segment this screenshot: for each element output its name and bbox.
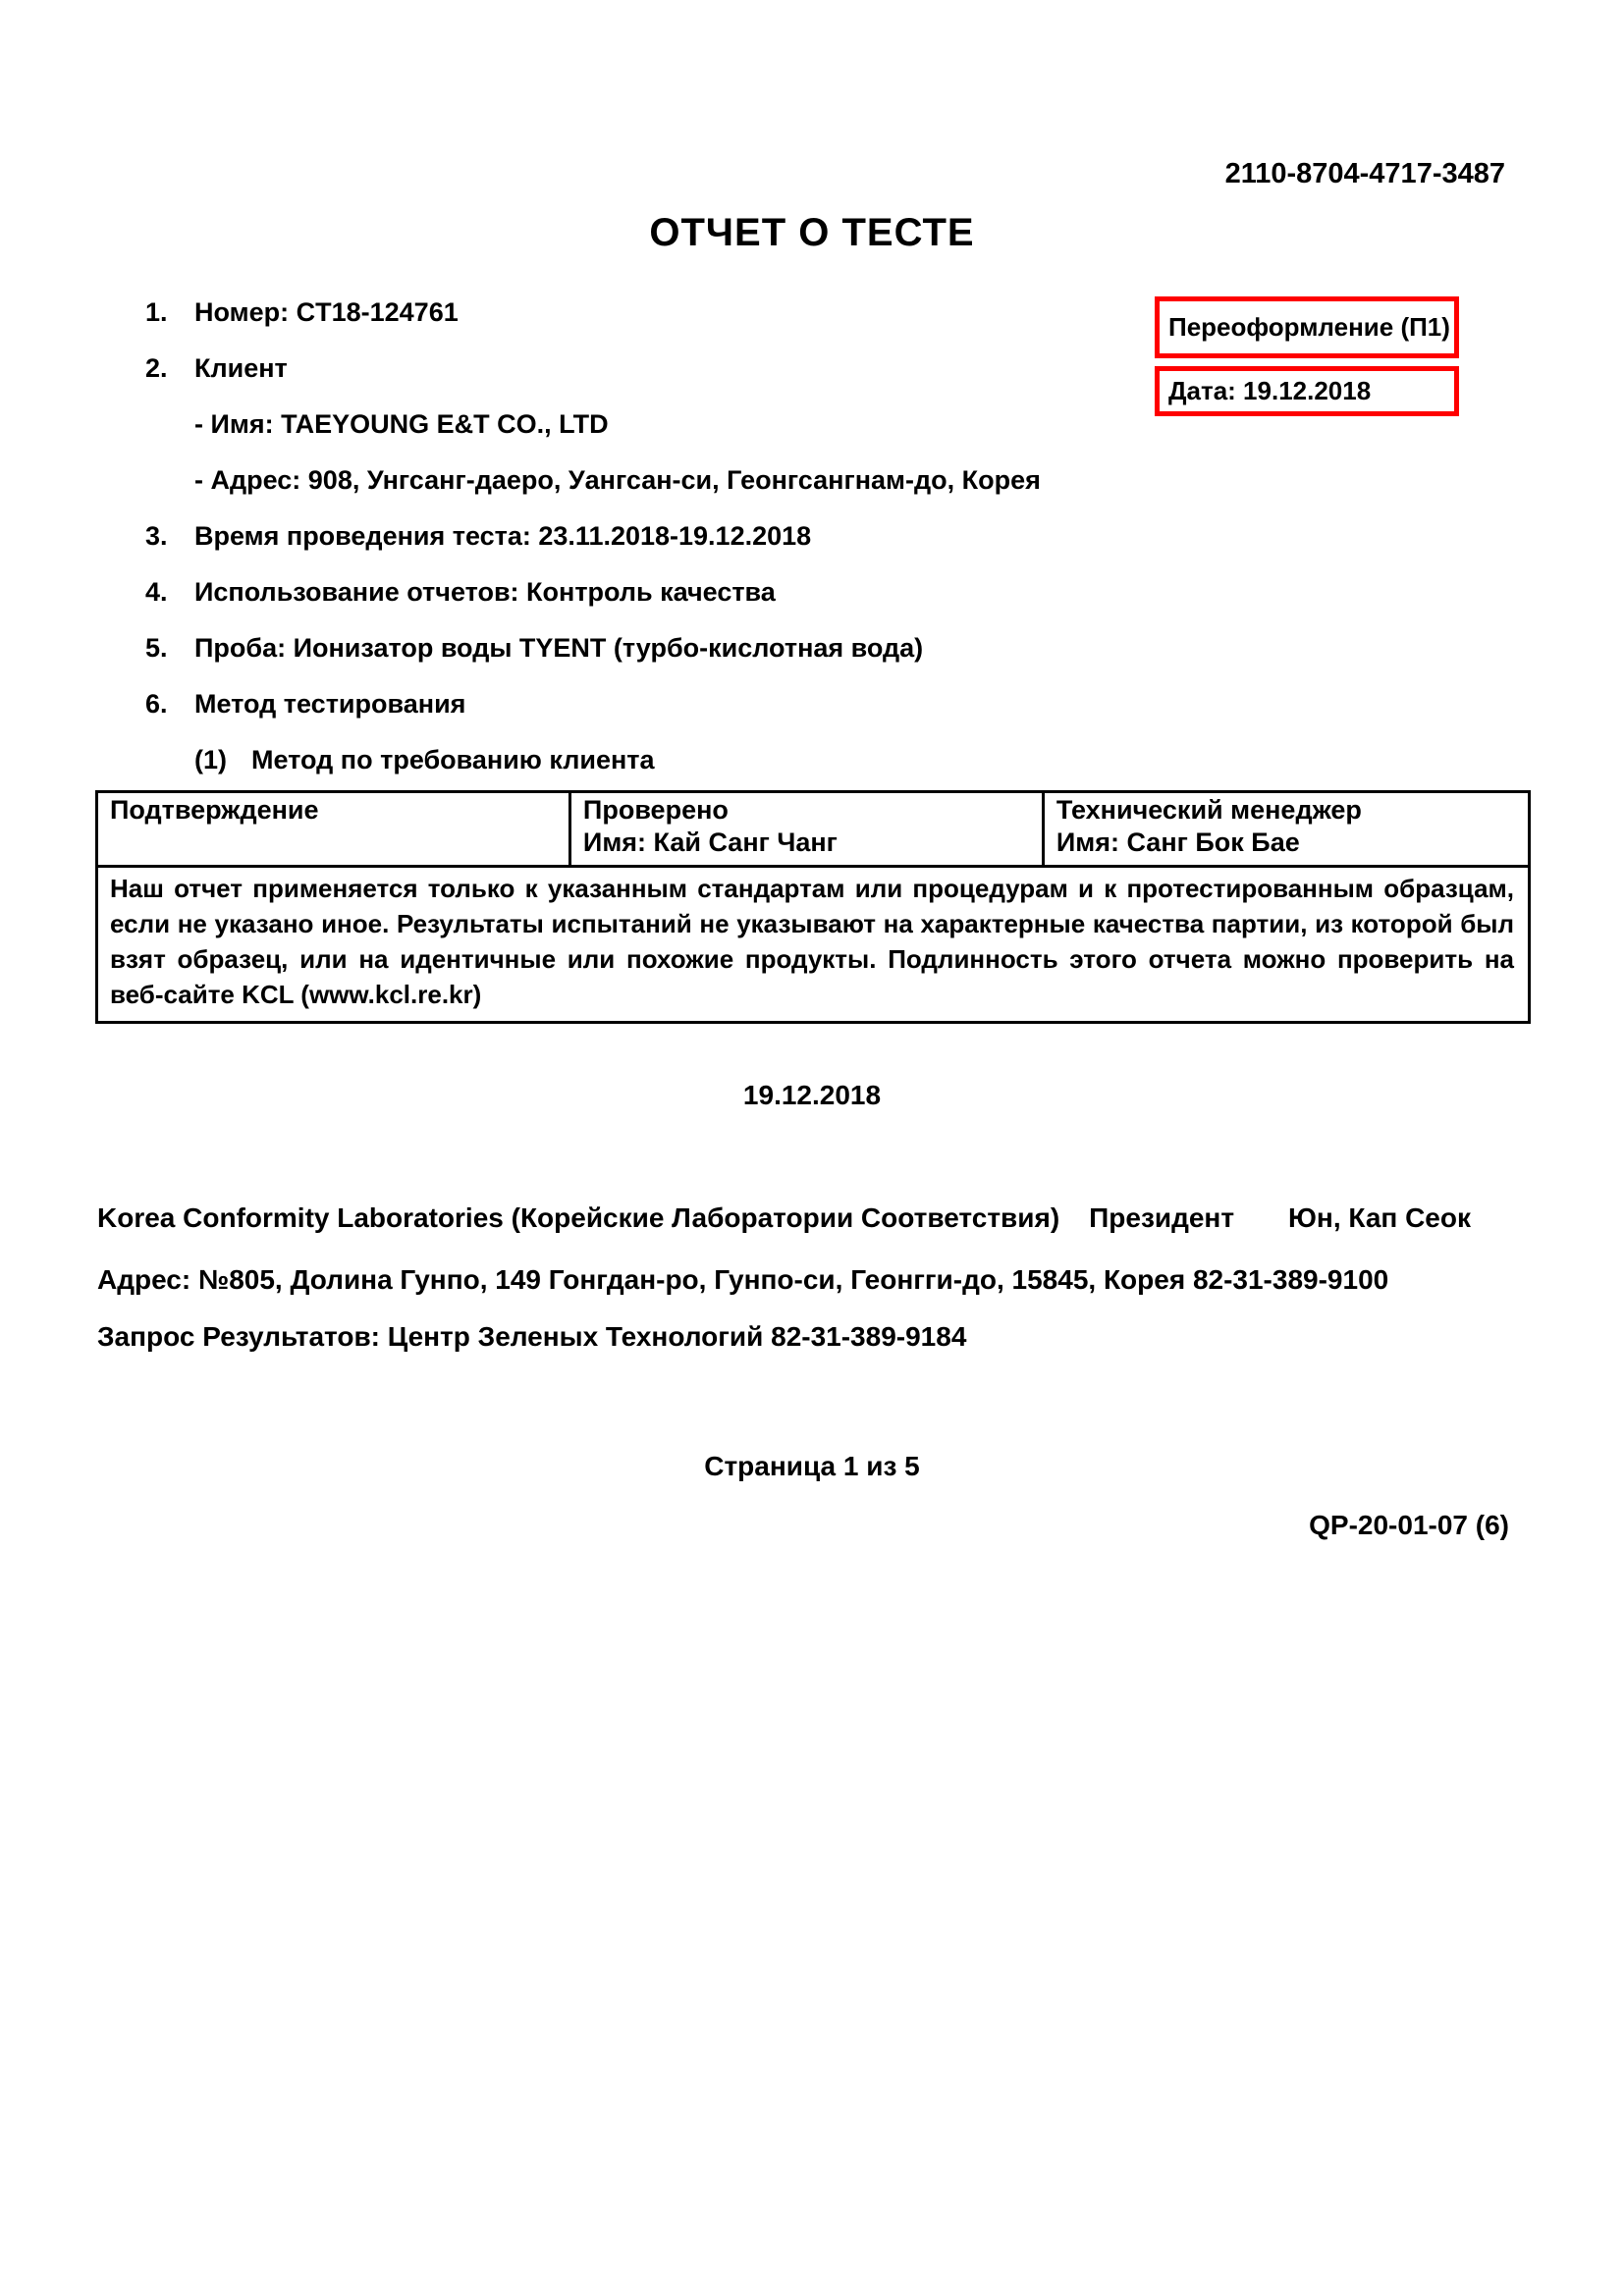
approval-role: Подтверждение [110, 795, 319, 825]
list-item-text: Метод по требованию клиента [251, 745, 655, 774]
president-label: Президент [1089, 1202, 1235, 1233]
list-item [145, 397, 1137, 453]
list-item-text: Использование отчетов: Контроль качества [194, 577, 776, 607]
reissue-label: Переоформление (П1) [1168, 312, 1450, 342]
list-item-text: - Имя: TAEYOUNG E&T CO., LTD [194, 409, 609, 439]
list-item-number: 2. [145, 353, 168, 383]
list-item [145, 453, 1137, 508]
reissue-date: Дата: 19.12.2018 [1168, 376, 1372, 405]
list-item [145, 508, 1137, 564]
reissue-label-cell [1155, 296, 1459, 358]
approval-cell-technical-manager [1045, 793, 1528, 865]
issue-date: 19.12.2018 [742, 1080, 882, 1110]
list-item [145, 732, 1137, 788]
approval-role: Технический менеджер [1056, 795, 1362, 825]
disclaimer-note: Наш отчет применяется только к указанным стандартам или процедурам и к протестированным образцам, если не указано иное. Результаты испытаний не указывают на характерные качества партии, из которой был взят образец, или на идентичные или похожие продукты. Подлинность этого отчета можно проверить на веб-сайте KCL (www.kcl.re.kr) [110, 874, 1514, 1009]
list-item-number [145, 397, 194, 453]
list-item-text: Номер: CT18-124761 [194, 297, 459, 327]
approval-table-header [98, 793, 1528, 868]
list-item-number: 1. [145, 297, 168, 327]
reference-number: 2110-8704-4717-3487 [1224, 158, 1505, 189]
reissue-date-cell [1155, 366, 1459, 416]
results-request-line: Запрос Результатов: Центр Зеленых Технологий 82-31-389-9184 [97, 1321, 967, 1352]
page-number: Страница 1 из 5 [704, 1451, 920, 1481]
list-item-number: (1) [194, 745, 227, 774]
approval-name: Имя: Санг Бок Бае [1056, 828, 1300, 857]
list-item-text: Проба: Ионизатор воды TYENT (турбо-кислотная вода) [194, 633, 924, 663]
document-code: QP-20-01-07 (6) [1309, 1510, 1509, 1540]
report-info-list [145, 285, 1137, 788]
list-item-text: Время проведения теста: 23.11.2018-19.12.2018 [194, 521, 812, 551]
list-item-text: - Адрес: 908, Унгсанг-даеро, Уангсан-си, Геонгсангнам-до, Корея [194, 465, 1041, 495]
approval-table [95, 790, 1531, 1024]
list-item [145, 620, 1137, 676]
list-item [145, 676, 1137, 732]
list-item-text: Метод тестирования [194, 689, 466, 719]
list-item-number: 6. [145, 689, 168, 719]
spacer [1234, 1202, 1288, 1234]
approval-cell-checked [571, 793, 1045, 865]
list-item [145, 285, 1137, 341]
list-item-number: 5. [145, 633, 168, 663]
list-item-number: 4. [145, 577, 168, 607]
laboratory-address: Адрес: №805, Долина Гунпо, 149 Гонгдан-ро, Гунпо-си, Геонгги-до, 15845, Корея 82-31-389-9100 [97, 1264, 1389, 1295]
list-item [145, 341, 1137, 397]
approval-name: Имя: Кай Санг Чанг [582, 828, 838, 857]
list-item-number: 3. [145, 521, 168, 551]
page-title: ОТЧЕТ О ТЕСТЕ [649, 211, 975, 254]
laboratory-line [97, 1202, 1471, 1234]
laboratory-name: Korea Conformity Laboratories (Корейские Лаборатории Соответствия) [97, 1202, 1060, 1233]
reissue-stamp-box [1155, 296, 1459, 416]
president-name: Юн, Кап Сеок [1288, 1202, 1471, 1233]
approval-cell-confirmation [98, 793, 571, 865]
list-item-text: Клиент [194, 353, 288, 383]
list-item [145, 564, 1137, 620]
list-item-number [145, 453, 194, 508]
approval-role: Проверено [582, 795, 729, 825]
president-signature [1089, 1202, 1471, 1234]
